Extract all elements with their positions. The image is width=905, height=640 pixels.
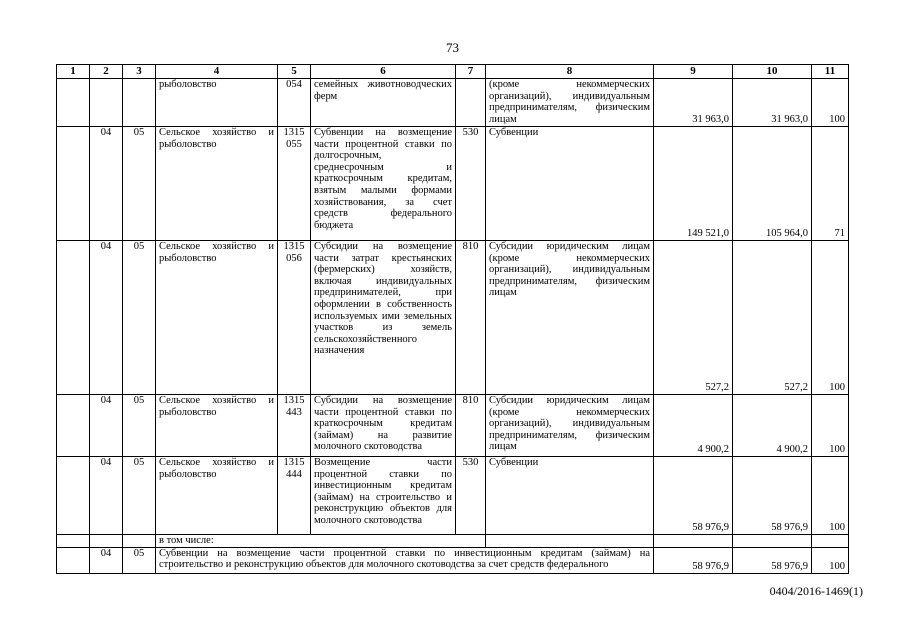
- cell-c1: [57, 457, 90, 535]
- col-header-4: 4: [156, 65, 278, 79]
- col-header-9: 9: [654, 65, 733, 79]
- cell-c5: 1315 055: [278, 127, 311, 241]
- cell-c8: (кроме некоммерческих организаций), индивидуальным предпринимателям, физическим лицам: [486, 79, 654, 127]
- budget-table: [56, 64, 849, 574]
- page-number: 73: [446, 40, 459, 55]
- subtotal-label: в том числе:: [156, 535, 486, 548]
- cell-c3: 05: [123, 127, 156, 241]
- cell-c8: Субвенции: [486, 457, 654, 535]
- cell-c11: 100: [812, 457, 849, 535]
- col-header-8: 8: [486, 65, 654, 79]
- cell-c8: Субвенции: [486, 127, 654, 241]
- final-row-description: Субвенции на возмещение части процентной ставки по инвестиционным кредитам (займам) на строительство и реконструкцию объектов для молочного скотоводства за счет средств федерального: [156, 547, 654, 573]
- cell-c6: Субвенции на возмещение части процентной ставки по долгосрочным, среднесрочным и краткосрочным кредитам, взятым малыми формами хозяйствования, за счет средств федерального бюджета: [311, 127, 456, 241]
- cell-c10: 58 976,9: [733, 547, 812, 573]
- cell-c4: Сельское хозяйство и рыболовство: [156, 127, 278, 241]
- subtotal-row: [57, 535, 849, 548]
- cell-c11: 100: [812, 241, 849, 395]
- cell-c6: Субсидии на возмещение части процентной ставки по краткосрочным кредитам (займам) на развитие молочного скотоводства: [311, 395, 456, 457]
- col-header-3: 3: [123, 65, 156, 79]
- cell-c8: Субсидии юридическим лицам (кроме некоммерческих организаций), индивидуальным предпринимателям, физическим лицам: [486, 241, 654, 395]
- cell-c2: [90, 79, 123, 127]
- table-row: [57, 241, 849, 395]
- cell-c10: 31 963,0: [733, 79, 812, 127]
- cell-c6: Субсидии на возмещение части затрат крестьянских (фермерских) хозяйств, включая индивидуальных предпринимателей, при оформлении в собственность используемых ими земельных участков из земель сельскохозяйственного назначения: [311, 241, 456, 395]
- cell-c1: [57, 79, 90, 127]
- col-header-7: 7: [456, 65, 486, 79]
- cell-c4: Сельское хозяйство и рыболовство: [156, 457, 278, 535]
- cell-c10: 527,2: [733, 241, 812, 395]
- cell-c2: 04: [90, 127, 123, 241]
- cell-c11: 100: [812, 547, 849, 573]
- cell-c3: [123, 79, 156, 127]
- cell-c2: 04: [90, 457, 123, 535]
- cell-c9: 58 976,9: [654, 457, 733, 535]
- col-header-11: 11: [812, 65, 849, 79]
- cell-c1: [57, 241, 90, 395]
- cell-c7: 530: [456, 127, 486, 241]
- document-code: 0404/2016-1469(1): [769, 584, 863, 598]
- cell-c3: 05: [123, 547, 156, 573]
- cell-c10: 105 964,0: [733, 127, 812, 241]
- cell-c2: 04: [90, 547, 123, 573]
- cell-c2: 04: [90, 241, 123, 395]
- cell-c9: 31 963,0: [654, 79, 733, 127]
- cell-c7: 810: [456, 241, 486, 395]
- cell-c9: 149 521,0: [654, 127, 733, 241]
- table-row: [57, 395, 849, 457]
- cell-c5: 054: [278, 79, 311, 127]
- cell-c9: 58 976,9: [654, 547, 733, 573]
- cell-c11: 71: [812, 127, 849, 241]
- cell-c9: 527,2: [654, 241, 733, 395]
- cell-c5: 1315 444: [278, 457, 311, 535]
- cell-c1: [57, 395, 90, 457]
- table-row: [57, 457, 849, 535]
- table-row: [57, 127, 849, 241]
- cell-c7: [456, 79, 486, 127]
- cell-c7: 530: [456, 457, 486, 535]
- cell-c6: семейных животноводческих ферм: [311, 79, 456, 127]
- cell-c10: 58 976,9: [733, 457, 812, 535]
- cell-c4: рыболовство: [156, 79, 278, 127]
- cell-c3: 05: [123, 457, 156, 535]
- table-row: [57, 79, 849, 127]
- final-row: [57, 547, 849, 573]
- cell-c6: Возмещение части процентной ставки по инвестиционным кредитам (займам) на строительство и реконструкцию объектов для молочного скотоводства: [311, 457, 456, 535]
- cell-c8: Субсидии юридическим лицам (кроме некоммерческих организаций), индивидуальным предпринимателям, физическим лицам: [486, 395, 654, 457]
- cell-c11: 100: [812, 395, 849, 457]
- cell-c9: 4 900,2: [654, 395, 733, 457]
- cell-c2: 04: [90, 395, 123, 457]
- cell-c3: 05: [123, 241, 156, 395]
- cell-c4: Сельское хозяйство и рыболовство: [156, 395, 278, 457]
- cell-c10: 4 900,2: [733, 395, 812, 457]
- col-header-6: 6: [311, 65, 456, 79]
- cell-c5: 1315 056: [278, 241, 311, 395]
- col-header-5: 5: [278, 65, 311, 79]
- cell-c1: [57, 127, 90, 241]
- cell-c3: 05: [123, 395, 156, 457]
- col-header-10: 10: [733, 65, 812, 79]
- cell-c5: 1315 443: [278, 395, 311, 457]
- cell-c11: 100: [812, 79, 849, 127]
- cell-c4: Сельское хозяйство и рыболовство: [156, 241, 278, 395]
- col-header-2: 2: [90, 65, 123, 79]
- cell-c7: 810: [456, 395, 486, 457]
- header-row: [57, 65, 849, 79]
- col-header-1: 1: [57, 65, 90, 79]
